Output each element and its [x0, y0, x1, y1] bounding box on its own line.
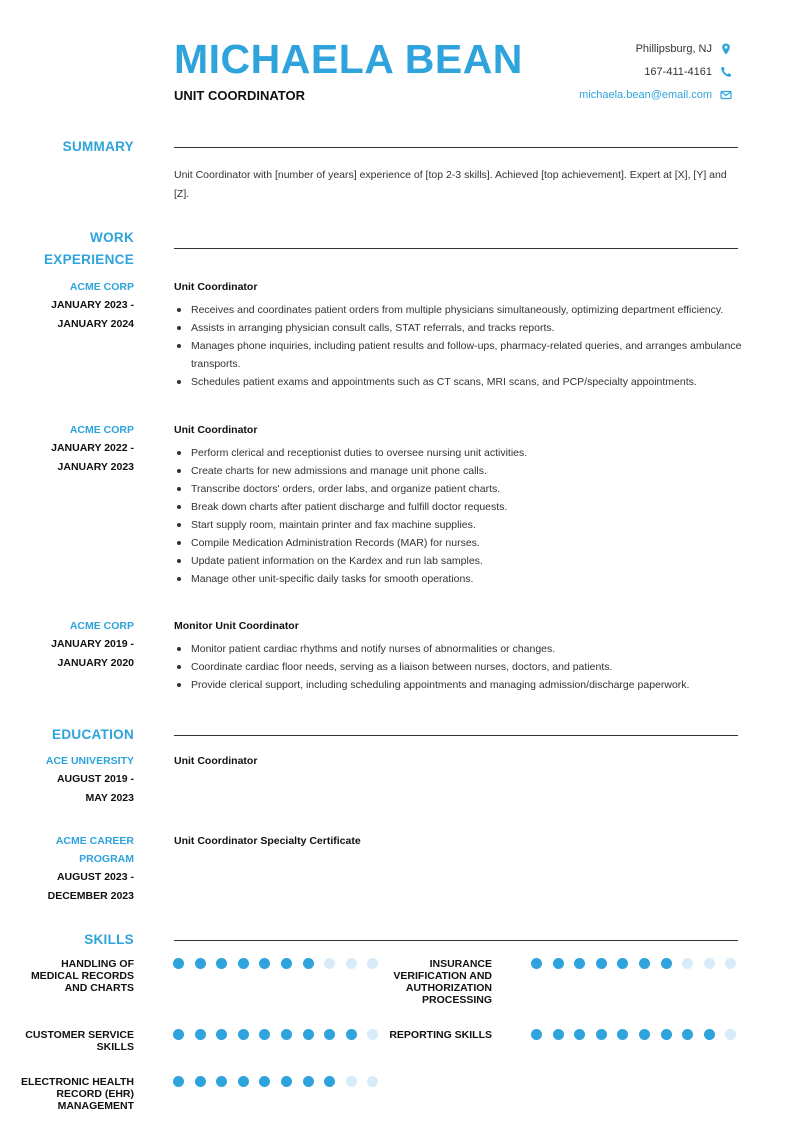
skill-dot-filled	[553, 1029, 564, 1040]
phone-text: 167-411-4161	[644, 66, 712, 78]
experience-heading-line2: EXPERIENCE	[43, 252, 134, 267]
job-1	[174, 279, 744, 391]
job-bullet: Create charts for new admissions and manage unit phone calls.	[174, 462, 744, 480]
skill-dot-filled	[661, 1029, 672, 1040]
skill-name-line: REPORTING SKILLS	[389, 1029, 492, 1041]
job-bullet: Monitor patient cardiac rhythms and notify nurses of abnormalities or changes.	[174, 640, 744, 658]
map-pin-icon	[720, 43, 732, 55]
skill-name-line: MANAGEMENT	[57, 1100, 134, 1112]
job-bullet: Schedules patient exams and appointments such as CT scans, MRI scans, and PCP/specialty appointments.	[174, 373, 744, 391]
skill-name	[352, 958, 492, 1006]
skill-dot-filled	[259, 958, 270, 969]
skill-dot-filled	[617, 958, 628, 969]
degree-name: Unit Coordinator Specialty Certificate	[174, 835, 361, 847]
skill-dot-filled	[216, 958, 227, 969]
skill-dot-filled	[596, 958, 607, 969]
skill-dot-filled	[574, 958, 585, 969]
job-dates-end: JANUARY 2024	[57, 317, 134, 330]
skill-level-dots	[173, 958, 378, 969]
job-bullet: Provide clerical support, including scheduling appointments and managing admission/discharge paperwork.	[174, 676, 744, 694]
job-dates-start: JANUARY 2022 -	[51, 442, 134, 454]
skill-dot-filled	[238, 1029, 249, 1040]
skill-dot-filled	[324, 1076, 335, 1087]
skill-name-line: AND CHARTS	[64, 982, 134, 994]
skill-dot-empty	[367, 1076, 378, 1087]
contact-phone	[644, 66, 732, 78]
edu-dates-end: DECEMBER 2023	[47, 889, 134, 902]
job-bullet: Compile Medication Administration Records (MAR) for nurses.	[174, 534, 744, 552]
skill-name-line: CUSTOMER SERVICE	[25, 1029, 134, 1041]
education-2-meta	[14, 832, 134, 905]
candidate-name: MICHAELA BEAN	[174, 36, 523, 82]
job-bullet: Manage other unit-specific daily tasks for smooth operations.	[174, 570, 744, 588]
skill-name-line: VERIFICATION AND	[393, 970, 492, 982]
skill-dot-filled	[639, 958, 650, 969]
contact-email[interactable]	[579, 89, 732, 101]
job-role: Monitor Unit Coordinator	[174, 620, 299, 632]
skill-name-line: MEDICAL RECORDS	[30, 970, 134, 982]
phone-icon	[720, 66, 732, 78]
job-bullet: Start supply room, maintain printer and fax machine supplies.	[174, 516, 744, 534]
education-divider	[174, 735, 738, 736]
job-company: ACME CORP	[69, 281, 134, 293]
skill-dot-filled	[281, 1076, 292, 1087]
skill-name-line: SKILLS	[96, 1041, 134, 1053]
skill-dot-filled	[531, 1029, 542, 1040]
job-bullet: Coordinate cardiac floor needs, serving as a liaison between nurses, doctors, and patients.	[174, 658, 744, 676]
job-bullets	[174, 444, 744, 588]
skill-level-dots	[531, 958, 736, 969]
skill-name	[0, 1029, 134, 1053]
edu-dates-end: MAY 2023	[85, 791, 134, 804]
skill-level-dots	[531, 1029, 736, 1040]
candidate-title: UNIT COORDINATOR	[174, 88, 305, 103]
skill-dot-filled	[195, 1076, 206, 1087]
skill-name-line: PROCESSING	[421, 994, 492, 1006]
experience-divider	[174, 248, 738, 249]
experience-heading	[44, 227, 134, 271]
job-3	[174, 618, 744, 694]
skill-dot-filled	[682, 1029, 693, 1040]
education-1	[174, 753, 744, 775]
skill-dot-filled	[303, 1076, 314, 1087]
job-dates-end: JANUARY 2020	[57, 656, 134, 669]
job-company: ACME CORP	[69, 424, 134, 436]
skill-dot-filled	[216, 1029, 227, 1040]
job-dates-end: JANUARY 2023	[57, 460, 134, 473]
skill-dot-empty	[682, 958, 693, 969]
skill-dot-filled	[639, 1029, 650, 1040]
skill-level-dots	[173, 1076, 378, 1087]
skill-dot-filled	[281, 958, 292, 969]
summary-text: Unit Coordinator with [number of years] experience of [top 2-3 skills]. Achieved [top achievement]. Expert at [X], [Y] and [Z].	[174, 169, 727, 200]
job-bullet: Transcribe doctors' orders, order labs, and organize patient charts.	[174, 480, 744, 498]
skill-name-line: RECORD (EHR)	[56, 1088, 134, 1100]
job-3-meta	[14, 617, 134, 672]
skill-dot-empty	[704, 958, 715, 969]
job-bullets	[174, 640, 744, 694]
skill-dot-filled	[303, 1029, 314, 1040]
degree-name: Unit Coordinator	[174, 755, 258, 767]
job-bullet: Break down charts after patient discharge and fulfill doctor requests.	[174, 498, 744, 516]
skill-dot-filled	[216, 1076, 227, 1087]
job-role: Unit Coordinator	[174, 424, 258, 436]
school-name-line2: PROGRAM	[79, 853, 134, 865]
resume-header	[0, 0, 800, 120]
skill-dot-empty	[324, 958, 335, 969]
skill-dot-filled	[531, 958, 542, 969]
location-text: Phillipsburg, NJ	[635, 43, 712, 55]
skill-dot-filled	[259, 1029, 270, 1040]
skill-dot-filled	[661, 958, 672, 969]
email-text[interactable]: michaela.bean@email.com	[579, 89, 712, 101]
skill-dot-filled	[324, 1029, 335, 1040]
job-company: ACME CORP	[69, 620, 134, 632]
contact-location	[636, 43, 732, 55]
school-name: ACME CAREER	[55, 835, 134, 847]
skill-dot-filled	[704, 1029, 715, 1040]
skill-name-line: ELECTRONIC HEALTH	[21, 1076, 134, 1088]
job-2-meta	[14, 421, 134, 476]
job-bullet: Receives and coordinates patient orders from multiple physicians simultaneously, optimizing department efficiency.	[174, 301, 744, 319]
skill-dot-filled	[238, 1076, 249, 1087]
summary-divider	[174, 147, 738, 148]
skill-dot-filled	[617, 1029, 628, 1040]
envelope-icon	[720, 89, 732, 101]
job-2	[174, 422, 744, 588]
skill-name-line: INSURANCE	[429, 958, 492, 970]
skill-dot-filled	[259, 1076, 270, 1087]
education-heading: EDUCATION	[52, 727, 134, 742]
skill-dot-filled	[281, 1029, 292, 1040]
job-bullet: Manages phone inquiries, including patient results and follow-ups, pharmacy-related queries, and arranges ambulance transports.	[174, 337, 744, 373]
skill-dot-filled	[195, 1029, 206, 1040]
skill-dot-filled	[173, 958, 184, 969]
skill-name-line: AUTHORIZATION	[405, 982, 492, 994]
job-bullet: Perform clerical and receptionist duties to oversee nursing unit activities.	[174, 444, 744, 462]
skill-dot-filled	[195, 958, 206, 969]
skill-dot-filled	[173, 1076, 184, 1087]
education-1-meta	[14, 752, 134, 807]
skill-dot-empty	[725, 1029, 736, 1040]
job-bullets	[174, 301, 744, 391]
skill-dot-empty	[346, 1076, 357, 1087]
education-2	[174, 833, 744, 855]
skill-name	[0, 958, 134, 994]
job-dates-start: JANUARY 2019 -	[51, 638, 134, 650]
job-role: Unit Coordinator	[174, 281, 258, 293]
skill-dot-empty	[725, 958, 736, 969]
skill-dot-filled	[574, 1029, 585, 1040]
skill-dot-filled	[238, 958, 249, 969]
summary-heading: SUMMARY	[62, 139, 134, 154]
skill-level-dots	[173, 1029, 378, 1040]
experience-heading-line1: WORK	[90, 230, 134, 245]
school-name: ACE UNIVERSITY	[45, 755, 134, 767]
skill-name	[0, 1076, 134, 1112]
skill-name	[352, 1029, 492, 1041]
job-bullet: Update patient information on the Kardex and run lab samples.	[174, 552, 744, 570]
skill-dot-filled	[553, 958, 564, 969]
job-dates-start: JANUARY 2023 -	[51, 299, 134, 311]
skill-name-line: HANDLING OF	[61, 958, 134, 970]
skills-divider	[174, 940, 738, 941]
edu-dates-start: AUGUST 2023 -	[56, 871, 134, 883]
edu-dates-start: AUGUST 2019 -	[56, 773, 134, 785]
skills-heading: SKILLS	[84, 932, 134, 947]
job-1-meta	[14, 278, 134, 333]
skill-dot-filled	[303, 958, 314, 969]
skill-dot-filled	[596, 1029, 607, 1040]
job-bullet: Assists in arranging physician consult calls, STAT referrals, and tracks reports.	[174, 319, 744, 337]
skill-dot-filled	[173, 1029, 184, 1040]
